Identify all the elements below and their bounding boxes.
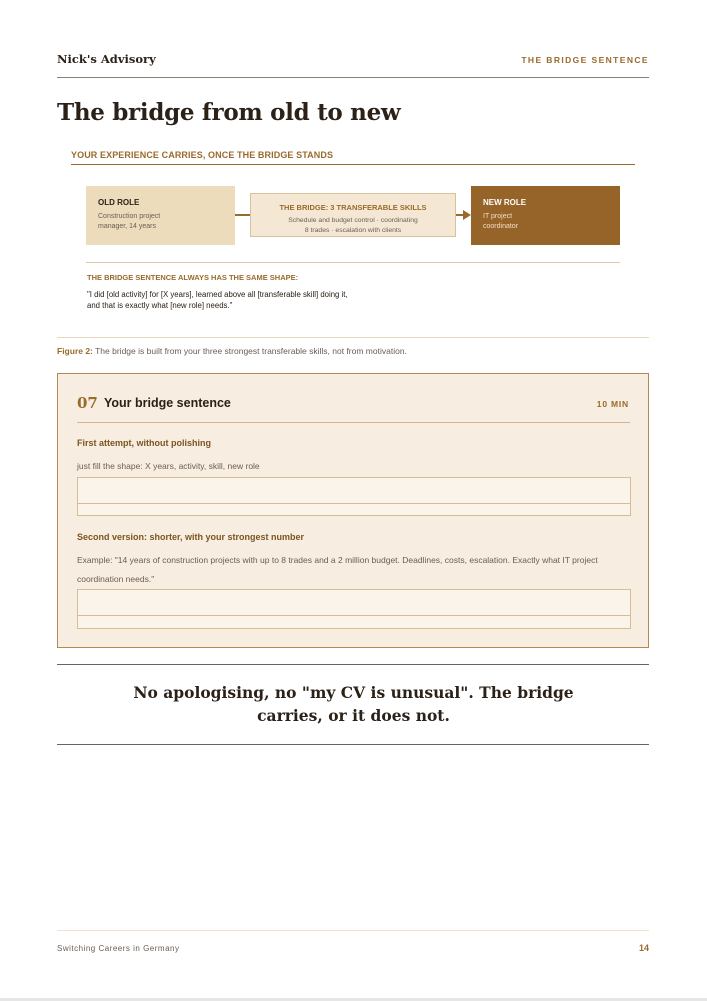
exercise-time: 10 MIN <box>596 399 629 409</box>
answer-2-field[interactable] <box>77 589 631 629</box>
shape-sentence-line1: "I did [old activity] for [X years], learned above all [transferable skill] doing it, <box>87 290 348 299</box>
question-2-hint: Example: "14 years of construction projects with up to 8 trades and a 2 million budget. Deadlines, costs, escalation. Exactly what IT project coordination needs." <box>77 555 598 584</box>
quote-top-divider <box>57 664 649 665</box>
brand-name: Nick's Advisory <box>57 52 156 66</box>
caption-label: Figure 2: <box>57 346 93 356</box>
bridge-title: THE BRIDGE: 3 TRANSFERABLE SKILLS <box>279 203 427 212</box>
bridge-desc-line2: 8 trades · escalation with clients <box>304 226 402 234</box>
question-2-title: Second version: shorter, with your strongest number <box>77 532 305 542</box>
page-number: 14 <box>638 943 649 953</box>
answer-2-line <box>78 615 630 616</box>
page-title: The bridge from old to new <box>57 99 401 126</box>
connector-left <box>235 214 250 216</box>
exercise-card <box>57 373 649 648</box>
caption-text: The bridge is built from your three strongest transferable skills, not from motivation. <box>92 346 407 356</box>
new-role-box <box>471 186 620 245</box>
figure-heading-divider <box>71 164 635 165</box>
question-1-title: First attempt, without polishing <box>77 438 211 448</box>
quote-bottom-divider <box>57 744 649 745</box>
figure-heading: YOUR EXPERIENCE CARRIES, ONCE THE BRIDGE STANDS <box>71 150 334 160</box>
exercise-divider <box>77 422 630 423</box>
new-role-title: NEW ROLE <box>483 198 527 207</box>
section-tag: THE BRIDGE SENTENCE <box>521 55 649 65</box>
old-role-desc-line1: Construction project <box>98 213 161 220</box>
header-divider <box>57 77 649 78</box>
new-role-desc-line2: coordinator <box>483 222 519 230</box>
shape-sentence-line2: and that is exactly what [new role] needs." <box>87 301 233 310</box>
old-role-box <box>86 186 235 245</box>
bridge-desc-line1: Schedule and budget control · coordinating <box>288 217 418 224</box>
exercise-title: Your bridge sentence <box>104 396 231 410</box>
figure-bottom-divider <box>57 337 649 338</box>
shape-sentence <box>87 289 607 311</box>
old-role-desc-line2: manager, 14 years <box>98 222 156 230</box>
figure-caption <box>57 346 407 356</box>
shape-heading: THE BRIDGE SENTENCE ALWAYS HAS THE SAME SHAPE: <box>87 273 299 282</box>
footer-divider <box>57 930 649 931</box>
closing-statement: No apologising, no "my CV is unusual". The bridge carries, or it does not. <box>133 683 574 725</box>
question-1-hint: just fill the shape: X years, activity, skill, new role <box>77 461 260 471</box>
footer-book-title: Switching Careers in Germany <box>57 944 180 953</box>
answer-1-line <box>78 503 630 504</box>
new-role-desc-line1: IT project <box>483 213 513 220</box>
figure-divider <box>86 262 620 263</box>
bridge-box <box>250 193 456 237</box>
old-role-title: OLD ROLE <box>98 198 140 207</box>
exercise-number: 07 <box>77 394 98 412</box>
arrow-right-icon <box>463 210 471 220</box>
answer-1-field[interactable] <box>77 477 631 516</box>
